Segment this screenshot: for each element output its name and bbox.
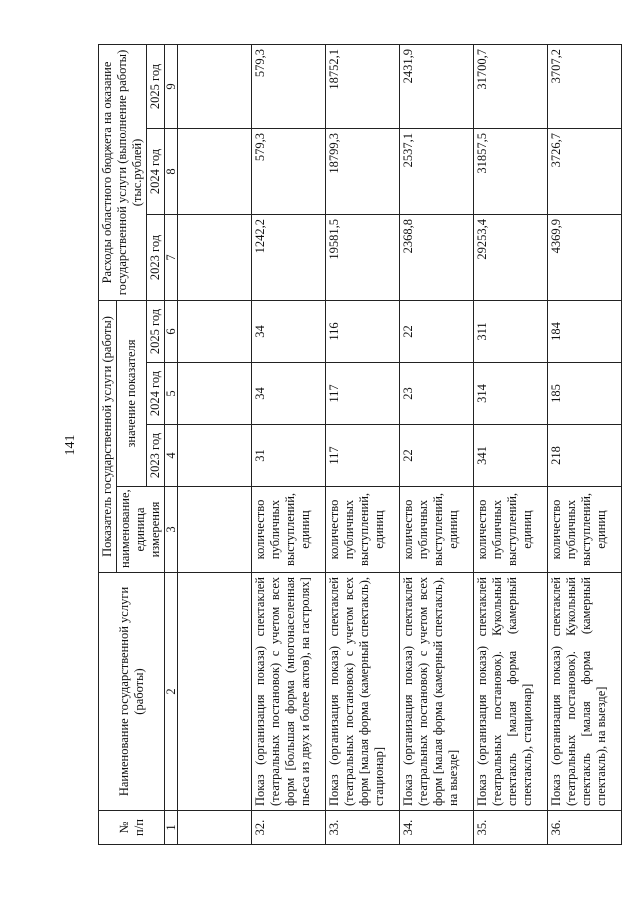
- row-number: 34.: [400, 811, 474, 845]
- table-row: [400, 44, 474, 844]
- column-number: 4: [165, 425, 178, 487]
- indicator-unit: количество публичных выступлений, единиц: [474, 487, 548, 573]
- expense-2024: 18799,3: [326, 128, 400, 214]
- header-number: № п/п: [99, 811, 165, 845]
- row-number: 36.: [548, 811, 622, 845]
- indicator-value-2025: 311: [474, 300, 548, 362]
- column-number: 5: [165, 363, 178, 425]
- expense-2025: 18752,1: [326, 44, 400, 128]
- indicator-value-2023: 117: [326, 425, 400, 487]
- row-number: 35.: [474, 811, 548, 845]
- indicator-unit: количество публичных выступлений, единиц: [400, 487, 474, 573]
- service-name: Показ (организация показа) спектаклей (театральных постановок) с учетом всех форм [малая форма (камерный спектакль), стационар]: [326, 573, 400, 811]
- service-name: Показ (организация показа) спектаклей (театральных постановок) с учетом всех форм [большая форма (многонаселенная пьеса из двух и более актов), на гастролях]: [252, 573, 326, 811]
- column-number: 2: [165, 573, 178, 811]
- header-year: 2025 год: [147, 44, 165, 128]
- page-number: 141: [63, 434, 78, 456]
- header-year: 2024 год: [147, 128, 165, 214]
- table-row: [474, 44, 548, 844]
- header-year: 2025 год: [147, 300, 165, 362]
- service-name: Показ (организация показа) спектаклей (театральных постановок). Кукольный спектакль [малая форма (камерный спектакль), на выезде]: [548, 573, 622, 811]
- row-number: 32.: [252, 811, 326, 845]
- rotated-content: [64, 45, 624, 845]
- indicator-value-2025: 184: [548, 300, 622, 362]
- expense-2024: 3726,7: [548, 128, 622, 214]
- column-number: 6: [165, 300, 178, 362]
- header-indicator-values: значение показателя: [117, 300, 147, 486]
- indicator-value-2023: 31: [252, 425, 326, 487]
- column-number: 7: [165, 214, 178, 300]
- indicator-value-2024: 185: [548, 363, 622, 425]
- expense-2023: 19581,5: [326, 214, 400, 300]
- service-name: Показ (организация показа) спектаклей (театральных постановок) с учетом всех форм [малая форма (камерный спектакль), на выезде]: [400, 573, 474, 811]
- header-expense-group: Расходы областного бюджета на оказание государственной услуги (выполнение работы) (тыс.рублей): [99, 44, 147, 300]
- header-indicator-group: Показатель государственной услуги (работы): [99, 300, 117, 572]
- expense-2025: 579,3: [252, 44, 326, 128]
- indicator-unit: количество публичных выступлений, единиц: [548, 487, 622, 573]
- indicator-unit: количество публичных выступлений, единиц: [326, 487, 400, 573]
- indicator-value-2024: 314: [474, 363, 548, 425]
- service-name: Показ (организация показа) спектаклей (театральных постановок). Кукольный спектакль [малая форма (камерный спектакль), стационар]: [474, 573, 548, 811]
- expense-2025: 2431,9: [400, 44, 474, 128]
- expense-2023: 29253,4: [474, 214, 548, 300]
- indicator-value-2023: 341: [474, 425, 548, 487]
- expense-2025: 31700,7: [474, 44, 548, 128]
- expense-2024: 2537,1: [400, 128, 474, 214]
- expense-2024: 31857,5: [474, 128, 548, 214]
- column-number: 3: [165, 487, 178, 573]
- expense-2023: 2368,8: [400, 214, 474, 300]
- services-table: [98, 44, 622, 845]
- indicator-unit: количество публичных выступлений, единиц: [252, 487, 326, 573]
- table-row: [326, 44, 400, 844]
- indicator-value-2024: 34: [252, 363, 326, 425]
- table-row: [252, 44, 326, 844]
- expense-2025: 3707,2: [548, 44, 622, 128]
- header-year: 2024 год: [147, 363, 165, 425]
- header-year: 2023 год: [147, 425, 165, 487]
- header-service-name: Наименование государственной услуги (работы): [99, 573, 165, 811]
- expense-2023: 1242,2: [252, 214, 326, 300]
- column-number: 1: [165, 811, 178, 845]
- column-number: 8: [165, 128, 178, 214]
- header-year: 2023 год: [147, 214, 165, 300]
- indicator-value-2025: 116: [326, 300, 400, 362]
- indicator-value-2025: 34: [252, 300, 326, 362]
- indicator-value-2023: 22: [400, 425, 474, 487]
- header-indicator-name: наименование, единица измерения: [117, 487, 165, 573]
- indicator-value-2023: 218: [548, 425, 622, 487]
- column-number: 9: [165, 44, 178, 128]
- expense-2024: 579,3: [252, 128, 326, 214]
- row-number: 33.: [326, 811, 400, 845]
- expense-2023: 4369,9: [548, 214, 622, 300]
- indicator-value-2024: 117: [326, 363, 400, 425]
- spacer-row: [178, 44, 252, 844]
- indicator-value-2024: 23: [400, 363, 474, 425]
- table-row: [548, 44, 622, 844]
- indicator-value-2025: 22: [400, 300, 474, 362]
